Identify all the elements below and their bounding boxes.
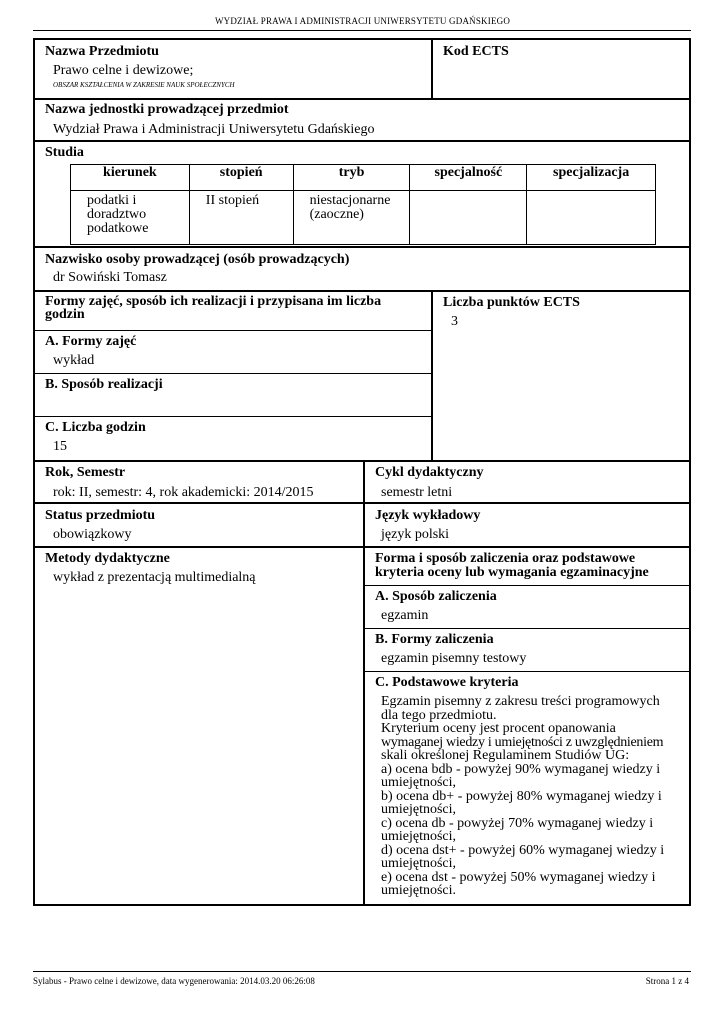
table-cell: podatki i doradztwo podatkowe: [71, 191, 190, 245]
ects-points-label: Liczba punktów ECTS: [443, 295, 580, 310]
criteria-text: [381, 695, 687, 898]
ects-points-cell: [431, 290, 689, 460]
criteria-line: wymaganej wiedzy i umiejętności z uwzględnieniem: [381, 734, 664, 750]
header-divider: [33, 30, 691, 31]
assessment-c-cell: [365, 671, 691, 904]
forms-label: Formy zajęć, sposób ich realizacji i przypisana im liczba godzin: [45, 294, 382, 322]
criteria-line: umiejętności,: [381, 856, 457, 871]
assessment-a-cell: [365, 585, 691, 627]
forms-c-label: C. Liczba godzin: [45, 420, 146, 435]
assessment-b-cell: [365, 628, 691, 670]
table-cell: II stopień: [189, 191, 293, 245]
criteria-line: b) ocena db+ - powyżej 80% wymaganej wiedzy i: [381, 788, 662, 804]
footer-left: Sylabus - Prawo celne i dewizowe, data wygenerowania: 2014.03.20 06:26:08: [33, 976, 315, 986]
unit-value: Wydział Prawa i Administracji Uniwersytetu Gdańskiego: [53, 122, 375, 137]
assessment-b-label: B. Formy zaliczenia: [375, 632, 494, 647]
criteria-line: Kryterium oceny jest procent opanowania: [381, 721, 616, 736]
status-cell: [35, 502, 363, 546]
criteria-line: umiejętności.: [381, 883, 457, 898]
studies-header-row: [71, 165, 656, 191]
methods-cell: [35, 546, 363, 904]
assessment-a-value: egzamin: [381, 608, 429, 623]
lecturer-label: Nazwisko osoby prowadzącej (osób prowadzących): [45, 252, 350, 267]
methods-value: wykład z prezentacją multimedialną: [53, 570, 256, 585]
studies-label: Studia: [45, 145, 84, 160]
table-cell: niestacjonarne (zaoczne): [293, 191, 410, 245]
cycle-cell: [363, 460, 689, 504]
status-value: obowiązkowy: [53, 527, 132, 542]
forms-a-value: wykład: [53, 353, 95, 368]
table-cell: [410, 191, 527, 245]
forms-a-label: A. Formy zajęć: [45, 334, 137, 349]
year-label: Rok, Semestr: [45, 465, 126, 480]
criteria-line: c) ocena db - powyżej 70% wymaganej wiedzy i: [381, 815, 654, 831]
assessment-label: Forma i sposób zaliczenia oraz podstawowe kryteria oceny lub wymagania egzaminacyjne: [375, 551, 649, 580]
cycle-value: semestr letni: [381, 485, 453, 500]
course-name-label: Nazwa Przedmiotu: [45, 44, 159, 59]
cycle-label: Cykl dydaktyczny: [375, 465, 484, 480]
course-name-value: Prawo celne i dewizowe;: [53, 63, 194, 78]
assessment-cell: [363, 546, 689, 904]
status-label: Status przedmiotu: [45, 508, 156, 523]
forms-c-value: 15: [53, 439, 67, 454]
criteria-line: e) ocena dst - powyżej 50% wymaganej wiedzy i: [381, 869, 656, 885]
forms-b-cell: [35, 373, 431, 415]
criteria-line: skali określonej Regulaminem Studiów UG:: [381, 748, 630, 763]
footer-page-number: Strona 1 z 4: [645, 976, 689, 986]
ects-points-value: 3: [451, 314, 458, 329]
year-cell: [35, 460, 363, 504]
criteria-line: dla tego przedmiotu.: [381, 707, 497, 723]
assessment-c-label: C. Podstawowe kryteria: [375, 675, 519, 690]
ects-code-label: Kod ECTS: [443, 44, 509, 59]
assessment-a-label: A. Sposób zaliczenia: [375, 589, 497, 604]
forms-c-cell: [35, 416, 431, 460]
forms-a-cell: [35, 330, 431, 372]
course-area-text: OBSZAR KSZTAŁCENIA W ZAKRESIE NAUK SPOŁECZNYCH: [53, 81, 235, 89]
table-cell: [527, 191, 656, 245]
page-header: WYDZIAŁ PRAWA I ADMINISTRACJI UNIWERSYTETU GDAŃSKIEGO: [214, 16, 511, 26]
forms-cell: [35, 290, 431, 460]
language-label: Język wykładowy: [375, 508, 481, 523]
unit-cell: [35, 98, 689, 142]
studies-data-row: [71, 191, 656, 245]
column-header: specjalność: [410, 165, 527, 191]
lecturer-value: dr Sowiński Tomasz: [53, 270, 167, 285]
criteria-line: umiejętności,: [381, 775, 457, 790]
criteria-line: a) ocena bdb - powyżej 90% wymaganej wiedzy i: [381, 761, 661, 777]
footer-divider: [33, 971, 691, 972]
column-header: tryb: [293, 165, 410, 191]
language-cell: [363, 502, 689, 546]
language-value: język polski: [381, 527, 450, 542]
criteria-line: umiejętności,: [381, 802, 457, 817]
unit-label: Nazwa jednostki prowadzącej przedmiot: [45, 102, 289, 117]
column-header: kierunek: [71, 165, 190, 191]
criteria-line: umiejętności,: [381, 829, 457, 844]
assessment-b-value: egzamin pisemny testowy: [381, 651, 527, 666]
forms-b-label: B. Sposób realizacji: [45, 377, 163, 392]
column-header: stopień: [189, 165, 293, 191]
ects-code-cell: [431, 40, 689, 98]
studies-table: [70, 164, 656, 245]
lecturer-cell: [35, 246, 689, 290]
course-name-cell: [35, 40, 431, 98]
criteria-line: Egzamin pisemny z zakresu treści programowych: [381, 694, 660, 709]
criteria-line: d) ocena dst+ - powyżej 60% wymaganej wiedzy i: [381, 842, 665, 858]
column-header: specjalizacja: [527, 165, 656, 191]
syllabus-form: [33, 38, 691, 906]
methods-label: Metody dydaktyczne: [45, 551, 170, 566]
year-value: rok: II, semestr: 4, rok akademicki: 2014/2015: [53, 485, 314, 500]
